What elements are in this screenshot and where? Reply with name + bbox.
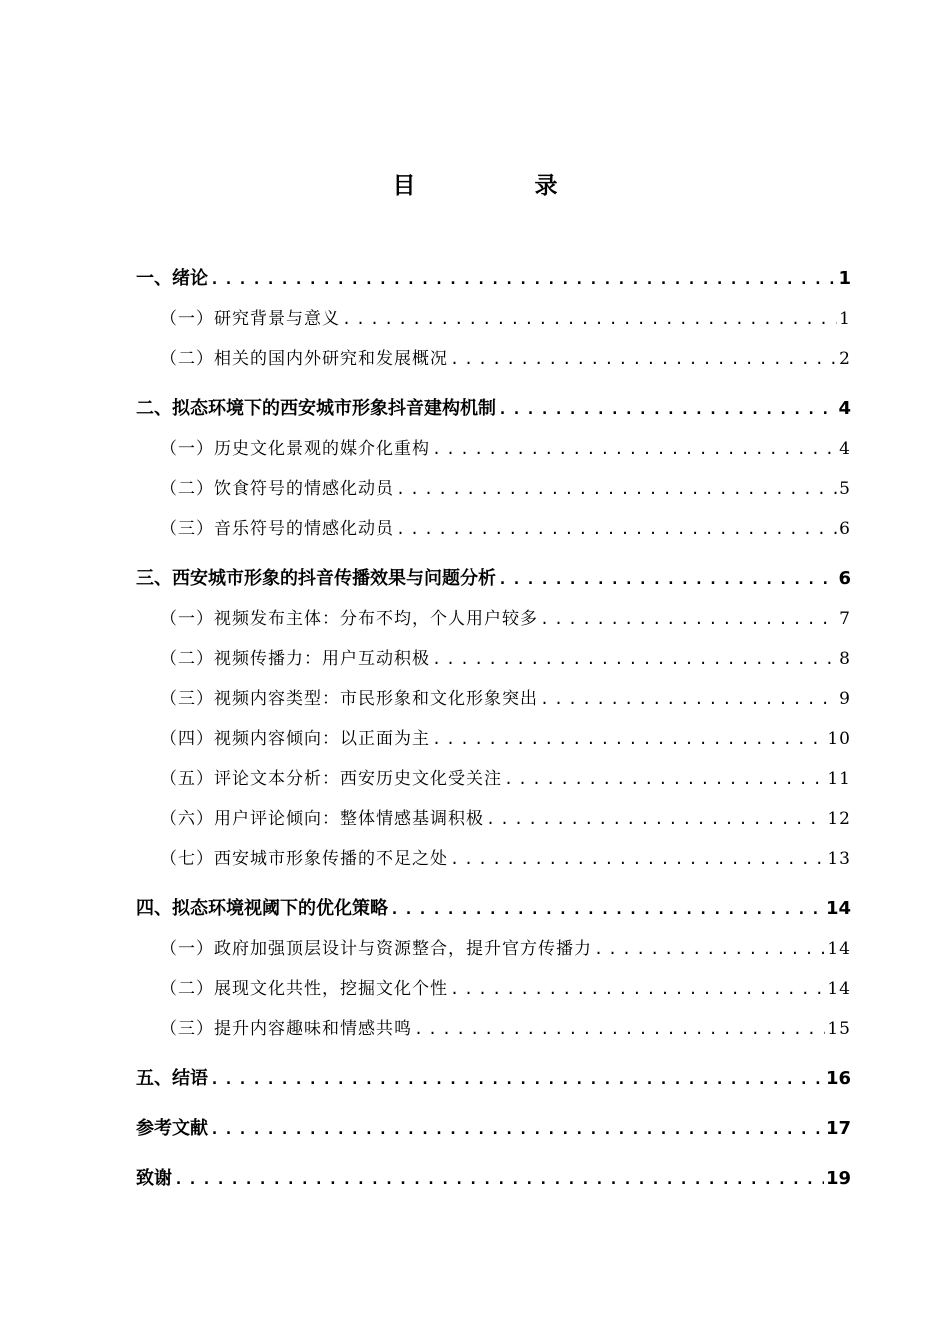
toc-page-number: 9 bbox=[839, 689, 851, 709]
toc-chapter-entry[interactable] bbox=[136, 389, 851, 429]
toc-page-number: 16 bbox=[825, 1068, 851, 1089]
toc-dot-leader bbox=[498, 389, 836, 429]
toc-entry-title: （二）相关的国内外研究和发展概况 bbox=[160, 349, 448, 369]
toc-dot-leader bbox=[450, 839, 825, 879]
toc-dot-leader bbox=[432, 639, 837, 679]
toc-entry-title: （六）用户评论倾向：整体情感基调积极 bbox=[160, 809, 484, 829]
toc-entry-title: （三）提升内容趣味和情感共鸣 bbox=[160, 1019, 412, 1039]
toc-page-number: 1 bbox=[839, 309, 851, 329]
toc-entry-title: （一）政府加强顶层设计与资源整合，提升官方传播力 bbox=[160, 939, 592, 959]
toc-page-number: 1 bbox=[838, 268, 851, 289]
toc-section-entry[interactable] bbox=[136, 799, 851, 839]
toc-chapter-entry[interactable] bbox=[136, 889, 851, 929]
toc-page-number: 12 bbox=[827, 809, 851, 829]
toc-chapter-entry[interactable] bbox=[136, 559, 851, 599]
toc-section-entry[interactable] bbox=[136, 679, 851, 719]
toc-section-entry[interactable] bbox=[136, 839, 851, 879]
toc-dot-leader bbox=[414, 1009, 825, 1049]
toc-dot-leader bbox=[174, 1159, 824, 1199]
toc-dot-leader bbox=[390, 889, 824, 929]
toc-dot-leader bbox=[210, 259, 836, 299]
toc-page-number: 4 bbox=[839, 439, 851, 459]
toc-page-number: 17 bbox=[825, 1118, 851, 1139]
toc-dot-leader bbox=[450, 969, 825, 1009]
toc-section-entry[interactable] bbox=[136, 639, 851, 679]
toc-entry-title: （二）视频传播力：用户互动积极 bbox=[160, 649, 430, 669]
toc-dot-leader bbox=[210, 1059, 824, 1099]
toc-entry-title: 一、绪论 bbox=[136, 268, 208, 289]
toc-chapter-entry[interactable] bbox=[136, 1159, 851, 1199]
toc-title: 目 录 bbox=[392, 173, 606, 199]
toc-page-number: 4 bbox=[838, 398, 851, 419]
toc-entry-title: （七）西安城市形象传播的不足之处 bbox=[160, 849, 448, 869]
toc-page-number: 13 bbox=[827, 849, 851, 869]
toc-section-entry[interactable] bbox=[136, 299, 851, 339]
toc-page-number: 14 bbox=[825, 898, 851, 919]
toc-chapter-entry[interactable] bbox=[136, 1059, 851, 1099]
toc-page-number: 10 bbox=[827, 729, 851, 749]
toc-section-entry[interactable] bbox=[136, 1009, 851, 1049]
toc-section-entry[interactable] bbox=[136, 599, 851, 639]
toc-section-entry[interactable] bbox=[136, 969, 851, 1009]
toc-page-number: 2 bbox=[839, 349, 851, 369]
toc-dot-leader bbox=[594, 929, 825, 969]
toc-dot-leader bbox=[432, 719, 825, 759]
toc-entry-title: 五、结语 bbox=[136, 1068, 208, 1089]
toc-page-number: 11 bbox=[827, 769, 851, 789]
toc-entry-title: 致谢 bbox=[136, 1168, 172, 1189]
table-of-contents bbox=[136, 259, 851, 1199]
toc-entry-title: （一）历史文化景观的媒介化重构 bbox=[160, 439, 430, 459]
toc-entry-title: 三、西安城市形象的抖音传播效果与问题分析 bbox=[136, 568, 496, 589]
toc-dot-leader bbox=[504, 759, 825, 799]
toc-entry-title: （二）展现文化共性，挖掘文化个性 bbox=[160, 979, 448, 999]
toc-entry-title: （三）视频内容类型：市民形象和文化形象突出 bbox=[160, 689, 538, 709]
toc-dot-leader bbox=[486, 799, 825, 839]
toc-chapter-entry[interactable] bbox=[136, 259, 851, 299]
toc-page-number: 6 bbox=[838, 568, 851, 589]
toc-entry-title: （五）评论文本分析：西安历史文化受关注 bbox=[160, 769, 502, 789]
toc-entry-title: （四）视频内容倾向：以正面为主 bbox=[160, 729, 430, 749]
toc-entry-title: 二、拟态环境下的西安城市形象抖音建构机制 bbox=[136, 398, 496, 419]
toc-entry-title: （一）视频发布主体：分布不均，个人用户较多 bbox=[160, 609, 538, 629]
toc-section-entry[interactable] bbox=[136, 469, 851, 509]
toc-dot-leader bbox=[450, 339, 837, 379]
toc-section-entry[interactable] bbox=[136, 719, 851, 759]
toc-dot-leader bbox=[396, 469, 837, 509]
toc-entry-title: 参考文献 bbox=[136, 1118, 208, 1139]
toc-dot-leader bbox=[540, 599, 837, 639]
toc-entry-title: （一）研究背景与意义 bbox=[160, 309, 340, 329]
toc-section-entry[interactable] bbox=[136, 429, 851, 469]
toc-section-entry[interactable] bbox=[136, 509, 851, 549]
toc-chapter-entry[interactable] bbox=[136, 1109, 851, 1149]
toc-dot-leader bbox=[342, 299, 837, 339]
toc-section-entry[interactable] bbox=[136, 929, 851, 969]
toc-entry-title: （二）饮食符号的情感化动员 bbox=[160, 479, 394, 499]
toc-page-number: 5 bbox=[839, 479, 851, 499]
toc-dot-leader bbox=[540, 679, 837, 719]
toc-dot-leader bbox=[498, 559, 836, 599]
toc-section-entry[interactable] bbox=[136, 759, 851, 799]
toc-dot-leader bbox=[210, 1109, 824, 1149]
toc-page-number: 6 bbox=[839, 519, 851, 539]
toc-page-number: 15 bbox=[827, 1019, 851, 1039]
toc-section-entry[interactable] bbox=[136, 339, 851, 379]
toc-dot-leader bbox=[396, 509, 837, 549]
toc-page-number: 19 bbox=[825, 1168, 851, 1189]
toc-page-number: 7 bbox=[839, 609, 851, 629]
toc-page-number: 14 bbox=[827, 939, 851, 959]
toc-page-number: 14 bbox=[827, 979, 851, 999]
toc-entry-title: （三）音乐符号的情感化动员 bbox=[160, 519, 394, 539]
toc-dot-leader bbox=[432, 429, 837, 469]
toc-entry-title: 四、拟态环境视阈下的优化策略 bbox=[136, 898, 388, 919]
toc-page-number: 8 bbox=[839, 649, 851, 669]
